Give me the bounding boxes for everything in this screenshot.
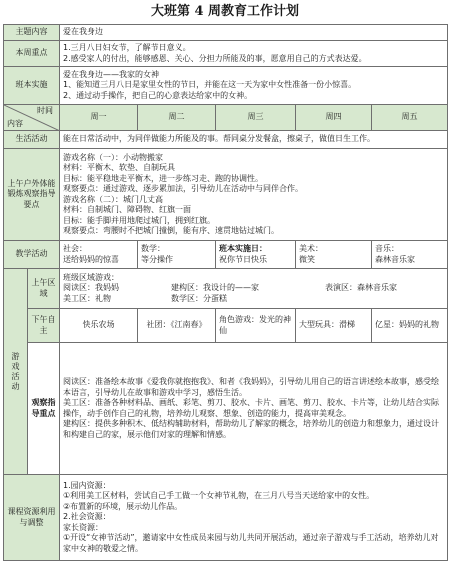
life-activity-row (4, 131, 448, 149)
day-header-thu: 周四 (296, 105, 372, 131)
class-practice-line: 爱在我身边——我家的女神 (63, 69, 159, 79)
morning-area-heading: 班级区域游戏： (63, 272, 119, 282)
afternoon-item: 社团：《江南春》 (138, 309, 216, 343)
outdoor-line: 游戏名称（一）：小动物搬家 (63, 152, 163, 162)
weekly-focus-item: 1.三月八日妇女节，了解节日意义。 (63, 43, 191, 52)
teaching-cell-thu (296, 241, 372, 269)
resources-row (4, 475, 448, 561)
area-art: 美工区：礼物 (63, 293, 111, 303)
day-header-wed: 周三 (216, 105, 296, 131)
afternoon-item: 大型玩具：滑梯 (296, 309, 372, 343)
afternoon-item: 快乐农场 (60, 309, 138, 343)
document-title: 大班第 4 周教育工作计划 (150, 4, 300, 19)
afternoon-item-text: 亿星：妈妈的礼物 (375, 320, 439, 330)
morning-area-content (60, 269, 448, 309)
resources-content (60, 475, 448, 561)
outdoor-label: 上午户外体能锻炼观察指导要点 (4, 149, 60, 241)
resources-line: 1.园内资源： (63, 480, 111, 490)
class-practice-row (4, 67, 448, 105)
observation-paragraph: 美工区：准备各种材料品、画纸、彩笔、剪刀、胶水、卡片、画笔、剪刀、胶水、卡片等，让幼儿结合实际操作，动手创作自己的礼物，培养幼儿观察、想象、创造的能力，提高审美观念。 (63, 398, 439, 418)
teaching-topic: 等分操作 (141, 254, 173, 264)
weekly-focus-item: 2.感受家人的付出，能够感恩、关心、分担力所能及的事，愿意用自己的方式表达爱。 (63, 53, 367, 63)
teaching-cell-mon (60, 241, 138, 269)
teaching-cell-tue (138, 241, 216, 269)
outdoor-line: 材料：平衡木、软垫、自制玩具 (63, 163, 175, 172)
teaching-cell-wed (216, 241, 296, 269)
observation-content (60, 343, 448, 475)
day-header-fri: 周五 (372, 105, 448, 131)
outdoor-line: 观察要点：通过游戏、逐步累加法，引导幼儿在活动中与同伴合作。 (63, 184, 303, 193)
teaching-label: 教学活动 (4, 241, 60, 269)
teaching-subject: 数学： (141, 244, 165, 253)
teaching-topic: 森林音乐家 (375, 254, 415, 264)
outdoor-content (60, 149, 448, 241)
resources-line: 2.社会资源： (63, 512, 111, 522)
class-practice-line: 1、能知道三月八日是家里女性的节日，并能在这一天为家中女性准备一份小惊喜。 (63, 80, 357, 90)
teaching-subject: 音乐： (375, 244, 399, 253)
outdoor-line: 游戏名称（二）：城门几丈高 (63, 194, 163, 204)
teaching-subject: 社会： (63, 244, 87, 253)
theme-value: 爱在我身边 (60, 25, 448, 41)
afternoon-item (216, 309, 296, 343)
theme-label: 主题内容 (4, 25, 60, 41)
class-practice-label: 班本实施 (4, 67, 60, 105)
class-practice-content (60, 67, 448, 105)
observation-label: 观察指导重点 (31, 398, 56, 418)
game-afternoon-row (4, 309, 448, 343)
observation-label-cell (28, 343, 60, 475)
theme-row (4, 25, 448, 41)
outdoor-line: 观察要点：弯腰时不把城门撞倒，能有序、速贯地钻过城门。 (63, 226, 279, 235)
content-header: 内容 (7, 118, 23, 128)
day-header-tue: 周二 (138, 105, 216, 131)
game-label: 游戏活动 (11, 351, 20, 391)
class-practice-line: 2、通过动手操作，把自己的心意表达给家中的女神。 (63, 90, 253, 100)
observation-paragraph: 建构区：提供多种积木、低结构辅助材料，帮助幼儿了解家的概念，培养幼儿的创造力和想象力，通过设计和构建自己的家，展示他们对家的理解和情感。 (63, 419, 439, 439)
outdoor-line: 材料：自制城门、障碍物、红旗一面 (63, 205, 191, 214)
morning-area-label: 上午区域 (28, 269, 60, 309)
area-building: 建构区：我设计的——家 (171, 283, 259, 293)
morning-area-line (63, 294, 444, 305)
resources-line: 家长资源： (63, 522, 103, 532)
weekly-focus-content (60, 41, 448, 67)
game-label-cell (4, 269, 28, 475)
outdoor-row (4, 149, 448, 241)
life-activity-label: 生活活动 (4, 131, 60, 149)
resources-line: ①利用美工区材料，尝试自己手工做一个女神节礼物，在三月八号当天送给家中的女性。 (63, 491, 375, 501)
morning-area-line (63, 283, 444, 294)
teaching-row (4, 241, 448, 269)
resources-line: ①开设“女神节活动”，邀请家中女性成员来园与幼儿共同开展活动，通过亲子游戏与手工活动，培养幼儿对家中女神的敬爱之情。 (63, 533, 439, 553)
plan-table (3, 24, 448, 561)
life-activity-value: 能在日常活动中，为同伴做能力所能及的事。帮同桌分发餐盒，擦桌子，做值日生工作。 (60, 131, 448, 149)
resources-line: ②布置新的环境，展示幼儿作品。 (63, 501, 183, 511)
teaching-subject: 班本实施日： (219, 244, 267, 253)
game-observation-row (4, 343, 448, 475)
observation-paragraph: 阅读区：准备绘本故事《爱我你就抱抱我》、和者《我妈妈》，引导幼儿用自己的语言讲述绘本故事，感受绘本语言，引导幼儿在故事和游戏中学习，感悟生活。 (63, 377, 439, 397)
afternoon-label: 下午自主 (28, 309, 60, 343)
weekly-focus-label: 本周重点 (4, 41, 60, 67)
day-header-mon: 周一 (60, 105, 138, 131)
area-math: 数学区：分蛋糕 (171, 293, 227, 303)
area-reading: 阅读区：我妈妈 (63, 283, 119, 293)
afternoon-item-text: 角色游戏：发光的神仙 (219, 315, 291, 335)
area-performance: 表演区：森林音乐家 (325, 283, 397, 293)
teaching-topic: 祝你节日快乐 (219, 254, 267, 264)
teaching-subject: 美术： (299, 244, 323, 253)
resources-label: 课程资源利用与调整 (4, 475, 60, 561)
weekly-focus-row (4, 41, 448, 67)
teaching-cell-fri (372, 241, 448, 269)
schedule-header-row (4, 105, 448, 131)
time-header: 时间 (37, 106, 53, 115)
outdoor-line: 目标：能手脚并用地爬过城门，拥到红旗。 (63, 215, 215, 225)
teaching-topic: 微笑 (299, 254, 315, 264)
game-morning-row (4, 269, 448, 309)
outdoor-line: 目标：能平稳地走平衡木，进一步练习走、跑的协调性。 (63, 173, 263, 183)
teaching-topic: 送给妈妈的惊喜 (63, 254, 119, 264)
afternoon-item (372, 309, 448, 343)
time-content-corner (4, 105, 60, 131)
